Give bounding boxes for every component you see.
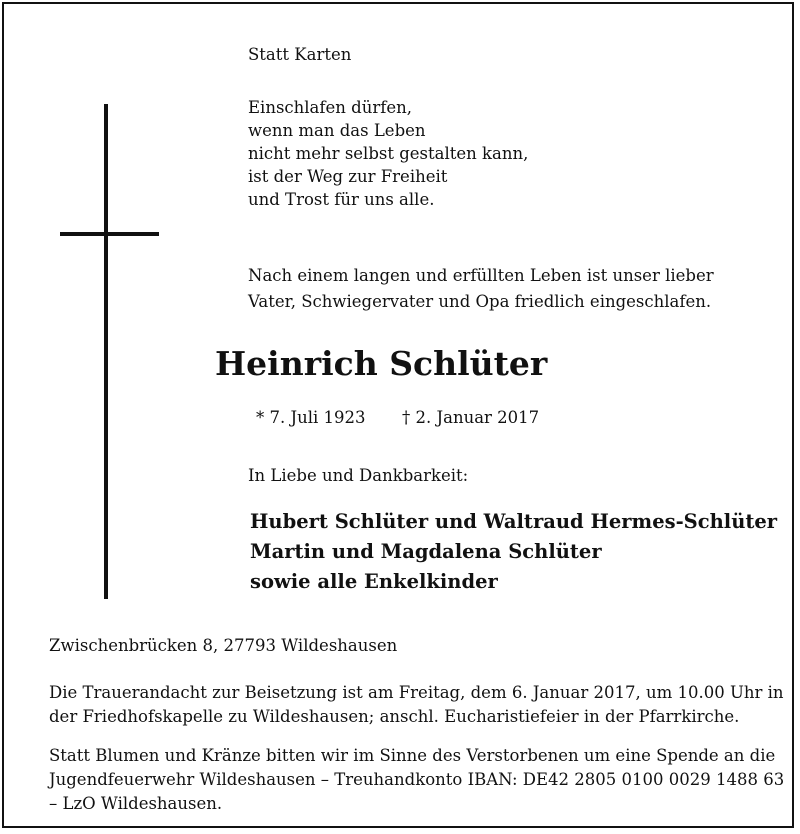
mourner-line: Hubert Schlüter und Waltraud Hermes-Schlüter xyxy=(250,510,778,533)
death-date: † 2. Januar 2017 xyxy=(402,408,540,427)
poem-line: nicht mehr selbst gestalten kann, xyxy=(248,144,529,163)
service-line: Die Trauerandacht zur Beisetzung ist am Freitag, dem 6. Januar 2017, um 10.00 Uhr in xyxy=(49,683,784,702)
poem-line: und Trost für uns alle. xyxy=(248,190,435,209)
address: Zwischenbrücken 8, 27793 Wildeshausen xyxy=(49,636,398,655)
donation-line: – LzO Wildeshausen. xyxy=(49,794,223,813)
birth-date: * 7. Juli 1923 xyxy=(256,408,366,427)
service-line: der Friedhofskapelle zu Wildeshausen; anschl. Eucharistiefeier in der Pfarrkirche. xyxy=(49,707,740,726)
cross-icon-vertical xyxy=(104,104,108,599)
mourners xyxy=(250,507,777,597)
service-info xyxy=(49,681,784,729)
intro xyxy=(248,263,714,315)
deceased-name: Heinrich Schlüter xyxy=(215,344,548,383)
dedication: In Liebe und Dankbarkeit: xyxy=(248,466,469,485)
life-dates xyxy=(256,407,539,429)
intro-line: Nach einem langen und erfüllten Leben ist unser lieber xyxy=(248,266,714,285)
donation-line: Jugendfeuerwehr Wildeshausen – Treuhandkonto IBAN: DE42 2805 0100 0029 1488 63 xyxy=(49,770,785,789)
donation-line: Statt Blumen und Kränze bitten wir im Sinne des Verstorbenen um eine Spende an die xyxy=(49,746,776,765)
poem xyxy=(248,96,528,211)
donation-info xyxy=(49,744,784,816)
mourner-line: sowie alle Enkelkinder xyxy=(250,570,498,593)
poem-line: ist der Weg zur Freiheit xyxy=(248,167,448,186)
header-text: Statt Karten xyxy=(248,45,352,64)
poem-line: Einschlafen dürfen, xyxy=(248,98,412,117)
obituary-notice xyxy=(2,2,794,828)
mourner-line: Martin und Magdalena Schlüter xyxy=(250,540,602,563)
poem-line: wenn man das Leben xyxy=(248,121,426,140)
intro-line: Vater, Schwiegervater und Opa friedlich eingeschlafen. xyxy=(248,292,712,311)
cross-icon-horizontal xyxy=(60,232,159,236)
